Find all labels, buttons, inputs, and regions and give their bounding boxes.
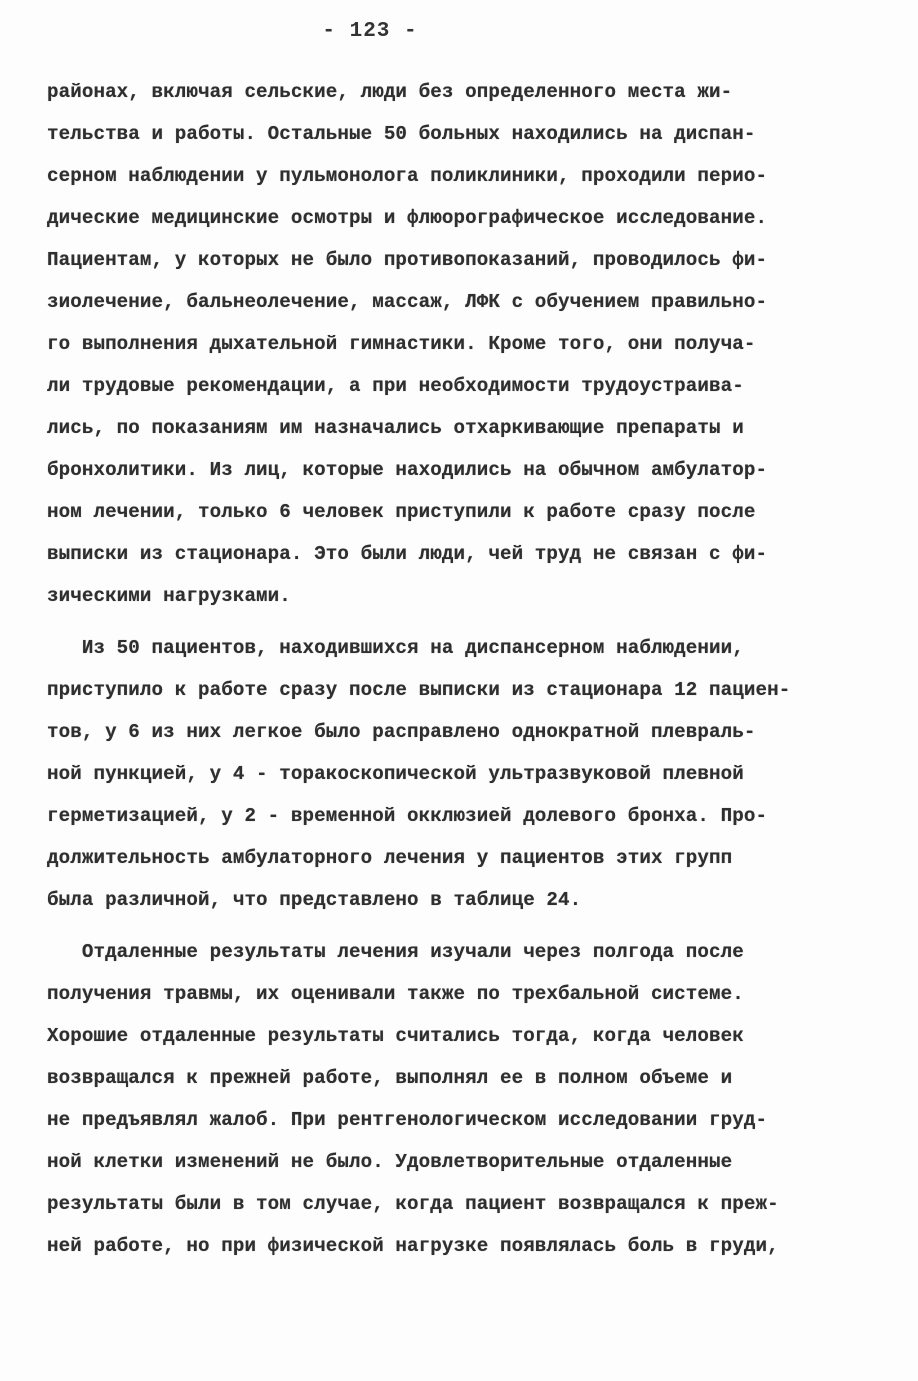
paragraph-1 <box>47 71 877 617</box>
text-line: Хорошие отдаленные результаты считались тогда, когда человек <box>47 1025 744 1047</box>
text-line: тов, у 6 из них легкое было расправлено однократной плевраль- <box>47 721 756 743</box>
text-line: возвращался к прежней работе, выполнял ее в полном объеме и <box>47 1067 733 1089</box>
text-line: тельства и работы. Остальные 50 больных находились на диспан- <box>47 123 756 145</box>
body-text <box>47 71 877 1267</box>
text-line: Пациентам, у которых не было противопоказаний, проводилось фи- <box>47 249 768 271</box>
text-line: приступило к работе сразу после выписки из стационара 12 пациен- <box>47 679 791 701</box>
text-line: ном лечении, только 6 человек приступили к работе сразу после <box>47 501 756 523</box>
paragraph-3 <box>47 931 877 1267</box>
text-line: получения травмы, их оценивали также по трехбальной системе. <box>47 983 744 1005</box>
text-line: Отдаленные результаты лечения изучали через полгода после <box>47 941 744 963</box>
text-line: дические медицинские осмотры и флюорографическое исследование. <box>47 207 768 229</box>
text-line: должительность амбулаторного лечения у пациентов этих групп <box>47 847 733 869</box>
text-line: ли трудовые рекомендации, а при необходимости трудоустраива- <box>47 375 744 397</box>
text-line: зиолечение, бальнеолечение, массаж, ЛФК с обучением правильно- <box>47 291 768 313</box>
text-line: бронхолитики. Из лиц, которые находились на обычном амбулатор- <box>47 459 768 481</box>
text-line: ней работе, но при физической нагрузке появлялась боль в груди, <box>47 1235 779 1257</box>
text-line: Из 50 пациентов, находившихся на диспансерном наблюдении, <box>47 637 744 659</box>
text-line: зическими нагрузками. <box>47 585 291 607</box>
text-line: ной клетки изменений не было. Удовлетворительные отдаленные <box>47 1151 733 1173</box>
text-line: серном наблюдении у пульмонолога поликлиники, проходили перио- <box>47 165 768 187</box>
text-line: лись, по показаниям им назначались отхаркивающие препараты и <box>47 417 744 439</box>
text-line: ной пункцией, у 4 - торакоскопической ультразвуковой плевной <box>47 763 744 785</box>
text-line: районах, включая сельские, люди без определенного места жи- <box>47 81 733 103</box>
text-line: выписки из стационара. Это были люди, чей труд не связан с фи- <box>47 543 768 565</box>
page-number: - 123 - <box>322 20 418 43</box>
text-line: была различной, что представлено в таблице 24. <box>47 889 582 911</box>
paragraph-2 <box>47 627 877 921</box>
text-line: герметизацией, у 2 - временной окклюзией долевого бронха. Про- <box>47 805 768 827</box>
text-line: го выполнения дыхательной гимнастики. Кроме того, они получа- <box>47 333 756 355</box>
text-line: результаты были в том случае, когда пациент возвращался к преж- <box>47 1193 779 1215</box>
text-line: не предъявлял жалоб. При рентгенологическом исследовании груд- <box>47 1109 768 1131</box>
